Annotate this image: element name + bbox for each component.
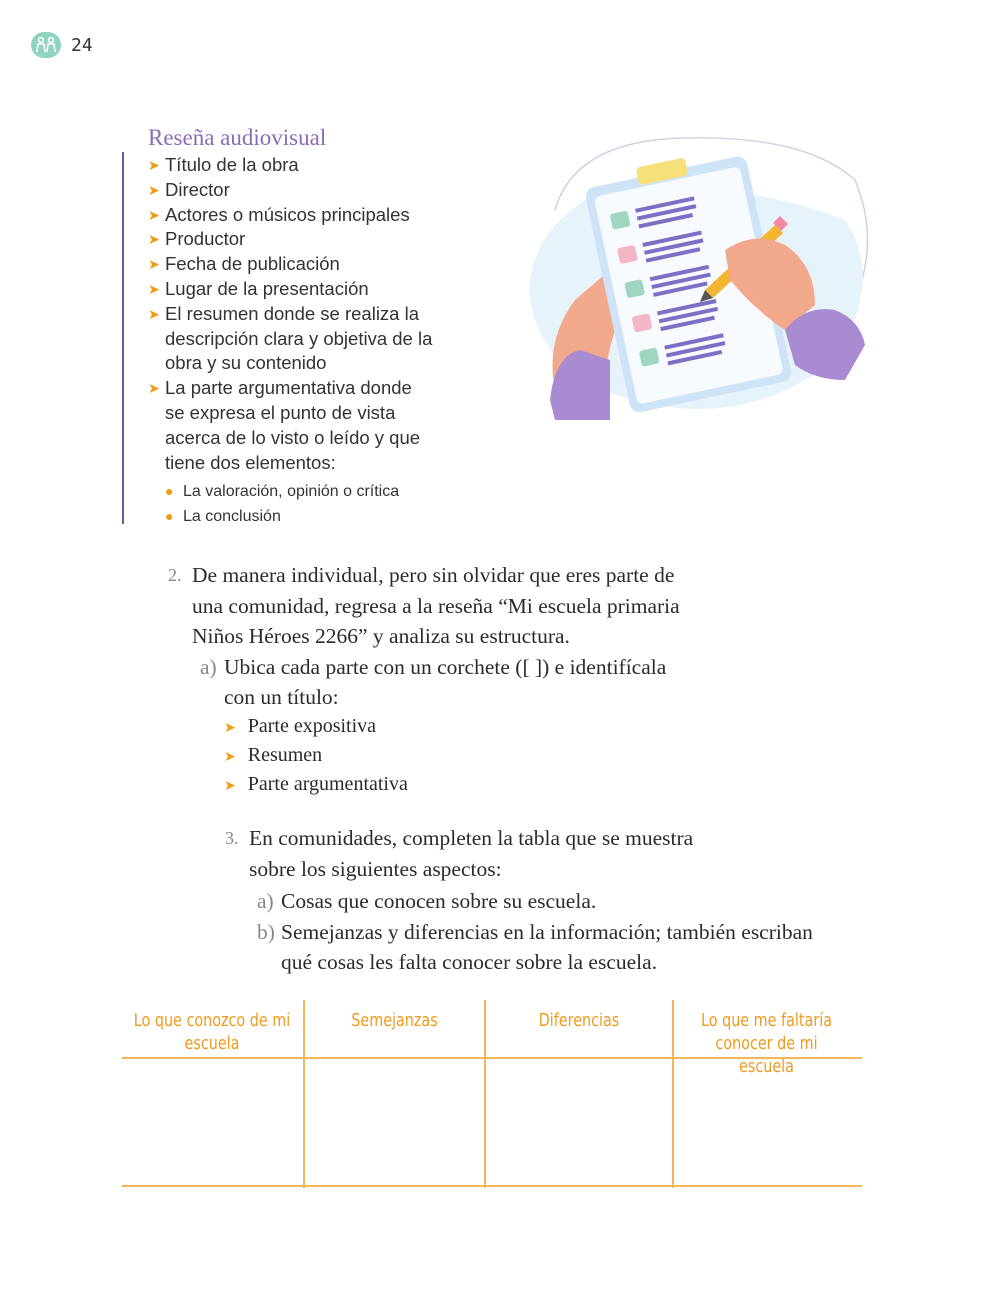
table-body-cell[interactable]	[122, 1059, 303, 1185]
arrow-icon: ➤	[148, 280, 160, 297]
clipboard-checklist-illustration	[515, 130, 875, 420]
arrow-icon: ➤	[148, 305, 160, 322]
list-item: ➤ Director	[148, 178, 493, 203]
table-body-cell[interactable]	[486, 1059, 672, 1185]
table-body-cell[interactable]	[305, 1059, 484, 1185]
arrow-icon: ➤	[148, 206, 160, 223]
table-header-cell: Diferencias	[538, 1011, 620, 1031]
page-header	[31, 32, 93, 58]
item-text: Cosas que conocen sobre su escuela.	[281, 889, 597, 913]
list-item: ➤ Productor	[148, 227, 493, 252]
activity-2	[168, 560, 698, 800]
list-item: ➤ Parte argumentativa	[224, 772, 408, 795]
bullet-icon: ●	[165, 508, 174, 525]
list-item: ➤ La parte argumentativa donde se expresa el punto de vista acerca de lo visto o leído y que tiene dos elementos: ● La valoración, opinión o crítica ● La conclusión	[148, 376, 493, 529]
page-number: 24	[71, 34, 93, 56]
review-elements-list	[148, 153, 493, 529]
bullet-icon: ●	[165, 483, 174, 500]
sub-list-item: ● La valoración, opinión o crítica	[165, 479, 433, 504]
arrow-icon: ➤	[148, 181, 160, 198]
review-side-bar	[122, 152, 124, 524]
item-letter: a)	[200, 654, 217, 679]
list-item: ➤ Parte expositiva	[224, 714, 377, 737]
activity-number: 3.	[225, 828, 239, 848]
table-header-cell: Lo que conozco de mi escuela	[133, 1011, 291, 1054]
review-title: Reseña audiovisual	[148, 125, 327, 150]
table-bottom-border	[122, 1185, 862, 1187]
item-text: Ubica cada parte con un corchete ([ ]) e identifícala con un título:	[224, 654, 667, 709]
arrow-icon: ➤	[224, 778, 236, 794]
sub-list	[165, 479, 433, 529]
activity-text: En comunidades, completen la tabla que se muestra sobre los siguientes aspectos:	[249, 826, 694, 881]
arrow-icon: ➤	[148, 380, 160, 397]
list-item: ➤ El resumen donde se realiza la descripción clara y objetiva de la obra y su contenido	[148, 302, 433, 374]
item-letter: a)	[257, 889, 274, 913]
arrow-icon: ➤	[148, 231, 160, 248]
list-item: ➤ Título de la obra	[148, 153, 493, 178]
community-icon	[31, 32, 61, 58]
parts-list	[224, 713, 698, 800]
comparison-table	[122, 1000, 862, 1188]
item-text: Semejanzas y diferencias en la información; también escriban qué cosas les falta conocer sobre la escuela.	[281, 919, 813, 974]
table-header-cell: Semejanzas	[351, 1011, 438, 1031]
list-item: ➤ Fecha de publicación	[148, 252, 493, 277]
activity-3	[225, 823, 825, 978]
arrow-icon: ➤	[224, 749, 236, 765]
list-item: ➤ Resumen	[224, 743, 323, 766]
table-body-cell[interactable]	[674, 1059, 862, 1185]
activity-number: 2.	[168, 565, 182, 585]
arrow-icon: ➤	[224, 720, 236, 736]
item-letter: b)	[257, 919, 275, 944]
sub-list-item: ● La conclusión	[165, 504, 433, 529]
list-item: ➤ Lugar de la presentación	[148, 277, 493, 302]
list-item: ➤ Actores o músicos principales	[148, 203, 493, 228]
arrow-icon: ➤	[148, 256, 160, 273]
arrow-icon: ➤	[148, 157, 160, 173]
activity-text: De manera individual, pero sin olvidar que eres parte de una comunidad, regresa a la reseña “Mi escuela primaria Niños Héroes 2266” y analiza su estructura.	[192, 563, 680, 648]
table-header-cell: Lo que me faltaría conocer de mi escuela	[701, 1011, 832, 1077]
